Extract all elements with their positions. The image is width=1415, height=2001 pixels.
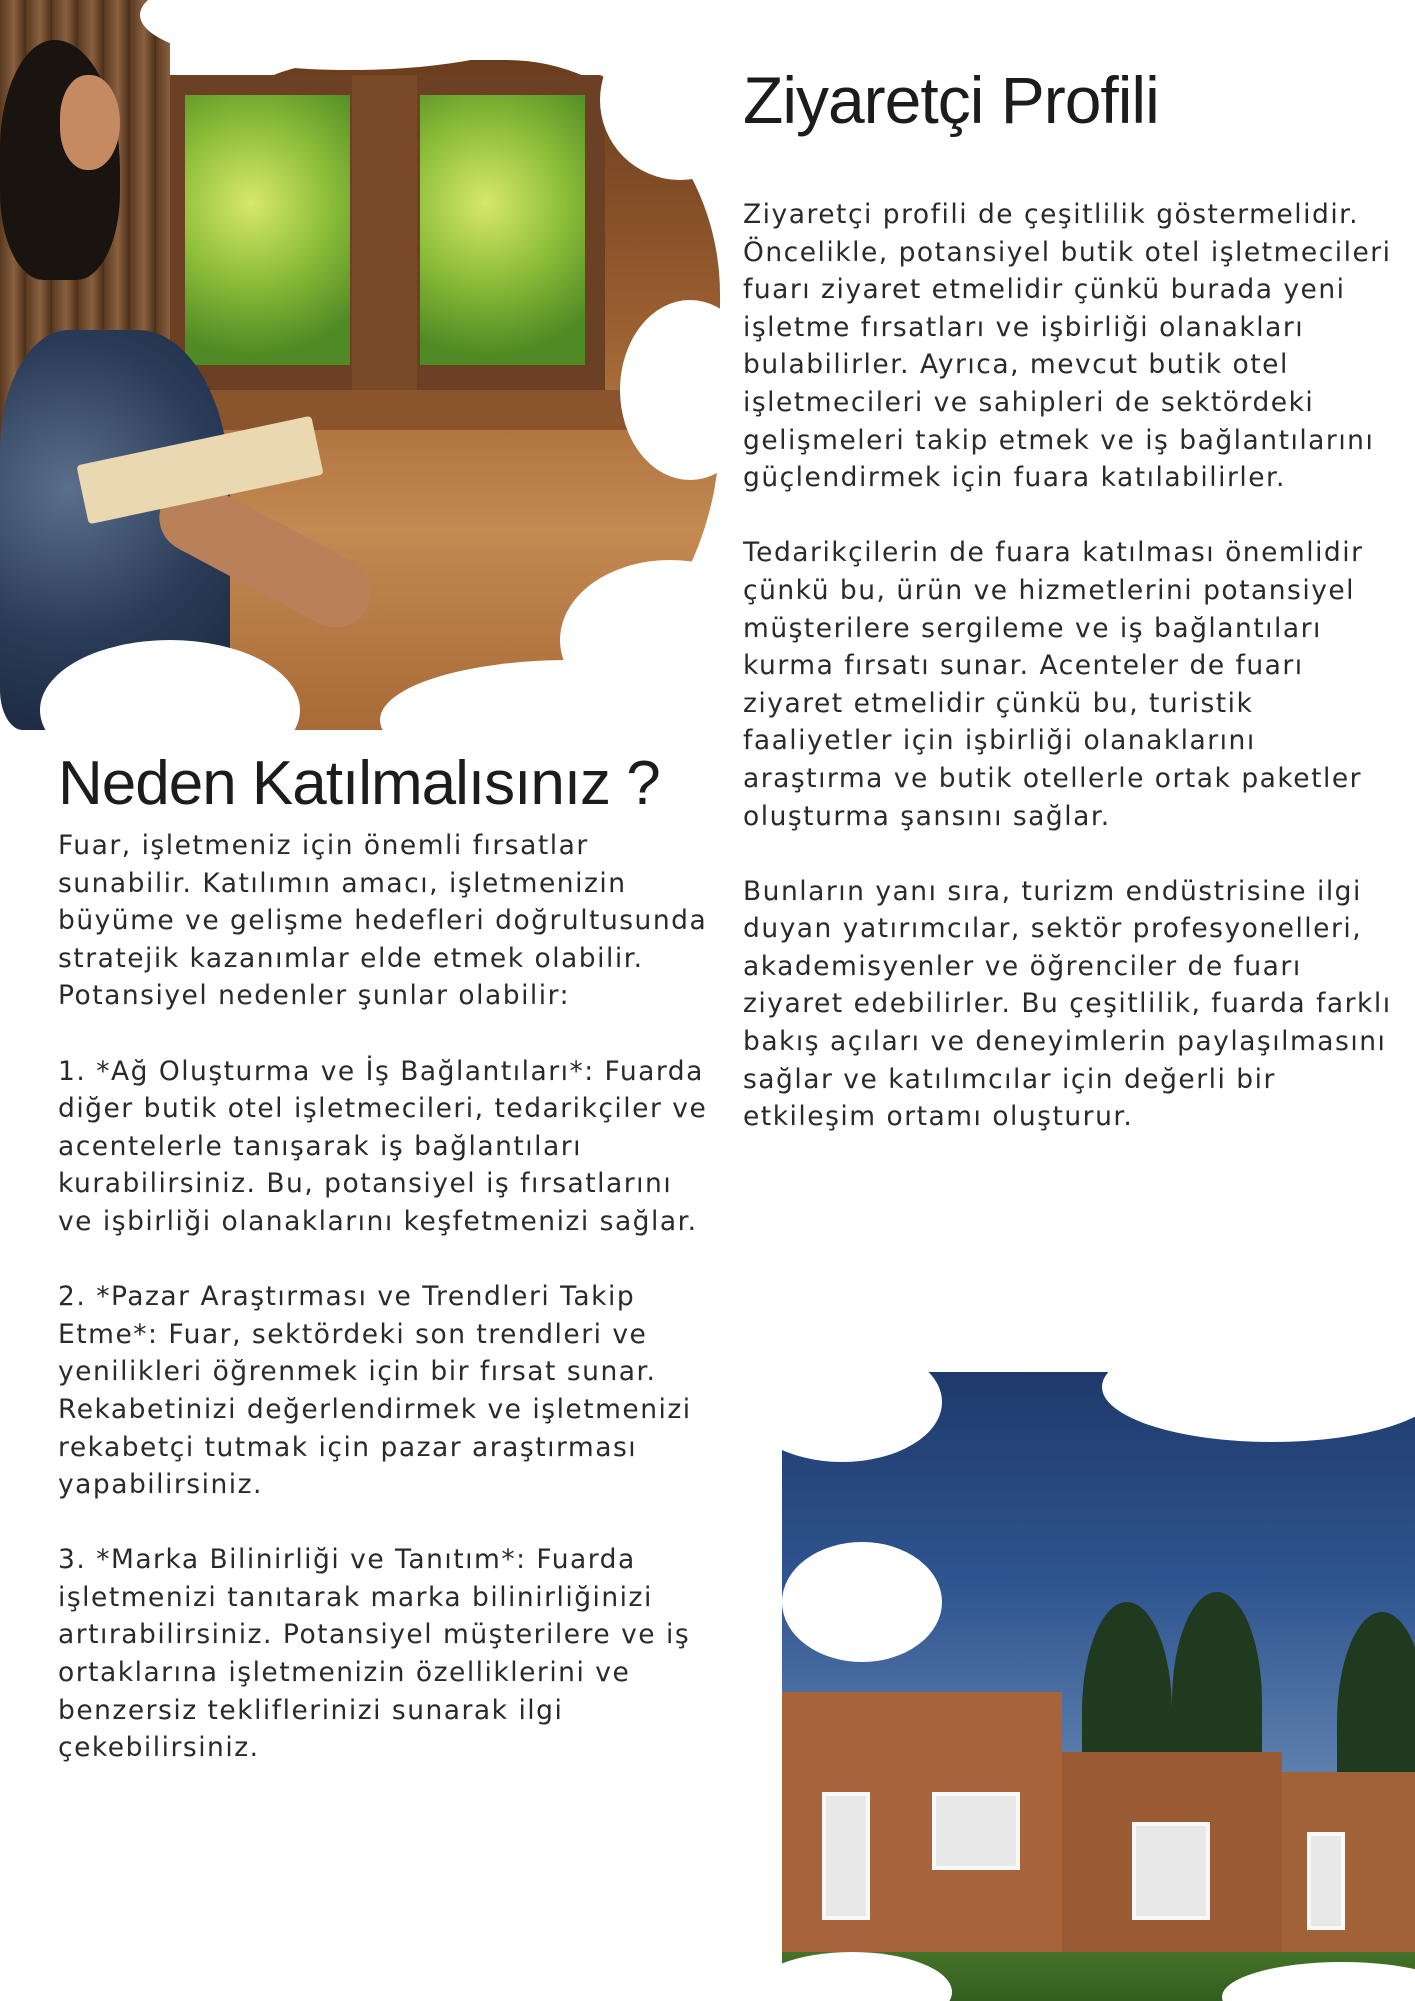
list-item: 3. *Marka Bilinirliği ve Tanıtım*: Fuarda işletmenizi tanıtarak marka bilinirliğinizi artırabilirsiniz. Potansiyel müşterilere ve iş ortaklarına işletmenizin özelliklerini ve benzersiz tekliflerinizi sunarak ilgi çekebilirsiniz. [58, 1544, 691, 1764]
paragraph: Fuar, işletmeniz için önemli fırsatlar sunabilir. Katılımın amacı, işletmenizin büyüme ve gelişme hedefleri doğrultusunda stratejik kazanımlar elde etmek olabilir. Potansiyel nedenler şunlar olabilir: [58, 830, 708, 1012]
woman-reading-photo [0, 0, 720, 730]
paragraph: Ziyaretçi profili de çeşitlilik göstermelidir. Öncelikle, potansiyel butik otel işletmecileri fuarı ziyaret etmelidir çünkü burada yeni işletme fırsatları ve işbirliği olanakları bulabilirler. Ayrıca, mevcut butik otel işletmecileri ve sahipleri de sektördeki gelişmeleri takip etmek ve iş bağlantılarını güçlendirmek için fuara katılabilirler. [743, 199, 1392, 494]
paragraph: Bunların yanı sıra, turizm endüstrisine ilgi duyan yatırımcılar, sektör profesyonelleri, akademisyenler ve öğrenciler de fuarı ziyaret edebilirler. Bu çeşitlilik, fuarda farklı bakış açıları ve deneyimlerin paylaşılmasını sağlar ve katılımcılar için değerli bir etkileşim ortamı oluşturur. [743, 875, 1392, 1133]
why-attend-text [58, 827, 708, 1804]
page-title-visitor-profile: Ziyaretçi Profili [743, 63, 1159, 137]
paragraph: Tedarikçilerin de fuara katılması önemlidir çünkü bu, ürün ve hizmetlerini potansiyel müşterilere sergileme ve iş bağlantıları kurma fırsatı sunar. Acenteler de fuarı ziyaret etmelidir çünkü bu, turistik faaliyetler için işbirliği olanaklarını araştırma ve butik otellerle ortak paketler oluşturma şansını sağlar. [743, 537, 1364, 832]
list-item: 1. *Ağ Oluşturma ve İş Bağlantıları*: Fuarda diğer butik otel işletmecileri, tedarikçiler ve acentelerle tanışarak iş bağlantıları kurabilirsiniz. Bu, potansiyel iş fırsatlarını ve işbirliği olanaklarını keşfetmenizi sağlar. [58, 1055, 708, 1237]
page-title-why-attend: Neden Katılmalısınız ? [58, 749, 660, 818]
list-item: 2. *Pazar Araştırması ve Trendleri Takip Etme*: Fuar, sektördeki son trendleri ve yenilikleri öğrenmek için bir fırsat sunar. Rekabetinizi değerlendirmek ve işletmenizi rekabetçi tutmak için pazar araştırması yapabilirsiniz. [58, 1281, 692, 1501]
visitor-profile-text [743, 196, 1393, 1173]
houses-photo [782, 1372, 1415, 2001]
